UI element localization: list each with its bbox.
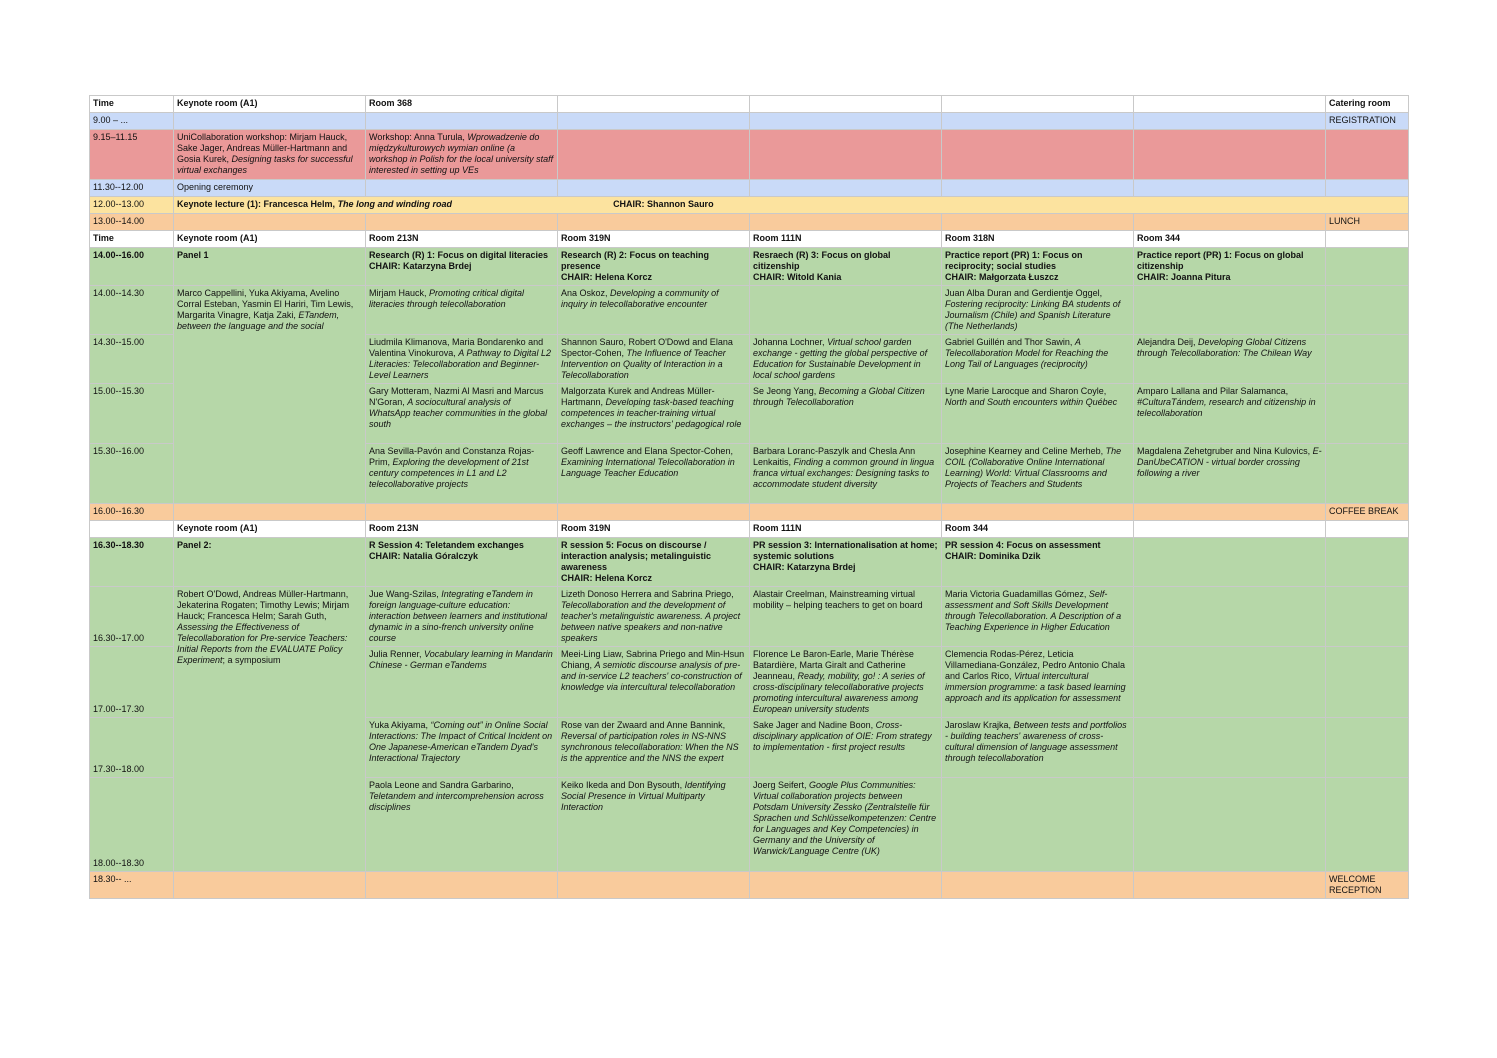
time-cell: 14.30--15.00 [90,335,174,384]
header-row-3 [90,521,1409,538]
talk-cell: Gabriel Guillén and Thor Sawin, A Telecollaboration Model for Reaching the Long Tail of Languages (reciprocity) [942,335,1134,384]
talk-cell: Barbara Loranc-Paszylk and Chesla Ann Lenkaitis, Finding a common ground in lingua franca virtual exchanges: Designing tasks to accommodate student diversity [750,444,942,504]
header-cell: Room 318N [942,231,1134,248]
panel-title: Panel 1 [174,248,366,286]
session2-heading-row [90,538,1409,587]
header-cell [558,96,750,113]
session2-row [90,587,1409,647]
coffee-row [90,504,1409,521]
header-cell [1134,96,1326,113]
talk-cell: Jue Wang-Szilas, Integrating eTandem in foreign language-culture education: interaction between learners and institutional dynamic in a sino-french university online course [366,587,558,647]
workshop-cell: UniCollaboration workshop: Mirjam Hauck, Sake Jager, Andreas Müller-Hartmann and Gosia Kurek, Designing tasks for successful virtual exchanges [174,130,366,180]
header-cell: Room 213N [366,521,558,538]
keynote-cell: Keynote lecture (1): Francesca Helm, The long and winding road CHAIR: Shannon Sauro [174,197,1409,214]
welcome-row [90,872,1409,899]
talk-cell: Rose van der Zwaard and Anne Bannink, Reversal of participation roles in NS-NNS synchronous telecollaboration: When the NS is the apprentice and the NNS the expert [558,718,750,778]
session-title: PR session 3: Internationalisation at home; systemic solutions CHAIR: Katarzyna Brdej [750,538,942,587]
time-cell: 15.00--15.30 [90,384,174,444]
header-cell [750,96,942,113]
header-cell: Keynote room (A1) [174,96,366,113]
header-cell: Room 319N [558,521,750,538]
time-cell: 11.30--12.00 [90,180,174,197]
talk-cell: Paola Leone and Sandra Garbarino, Teletandem and intercomprehension across disciplines [366,778,558,872]
header-cell [942,96,1134,113]
header-cell: Catering room [1326,96,1409,113]
talk-cell: Josephine Kearney and Celine Merheb, The COIL (Collaborative Online International Learning) World: Virtual Classrooms and Projects of Teachers and Students [942,444,1134,504]
time-cell: 14.00--16.00 [90,248,174,286]
talk-cell: Maria Victoria Guadamillas Gómez, Self-assessment and Soft Skills Development through Telecollaboration. A Description of a Teaching Experience in Higher Education [942,587,1134,647]
time-cell: 18.00--18.30 [90,778,174,872]
talk-cell: Florence Le Baron-Earle, Marie Thérèse Batardière, Marta Giralt and Catherine Jeanneau, Ready, mobility, go! : A series of cross-disciplinary telecollaborative projects promoting intercultural awareness among European university students [750,647,942,718]
welcome-label: WELCOME RECEPTION [1326,872,1409,899]
time-cell: 16.00--16.30 [90,504,174,521]
header-cell: Keynote room (A1) [174,231,366,248]
talk-cell [942,778,1134,872]
schedule-table [89,95,1409,899]
header-cell [1326,521,1409,538]
header-cell [1134,521,1326,538]
talk-cell: Malgorzata Kurek and Andreas Müller-Hartmann, Developing task-based teaching competences in teacher-training virtual exchanges – the instructors' pedagogical role [558,384,750,444]
header-cell: Room 319N [558,231,750,248]
workshop-cell: Workshop: Anna Turula, Wprowadzenie do międzykulturowych wymian online (a workshop in Polish for the local university staff interested in setting up VEs [366,130,558,180]
talk-cell: Geoff Lawrence and Elana Spector-Cohen, Examining International Telecollaboration in Language Teacher Education [558,444,750,504]
talk-cell: Sake Jager and Nadine Boon, Cross-disciplinary application of OIE: From strategy to implementation - first project results [750,718,942,778]
header-cell: Room 111N [750,231,942,248]
header-cell: Room 111N [750,521,942,538]
header-row-1 [90,96,1409,113]
time-cell: 16.30--18.30 [90,538,174,587]
header-cell: Room 344 [1134,231,1326,248]
registration-row [90,113,1409,130]
panel2-cell: Robert O'Dowd, Andreas Müller-Hartmann, Jekaterina Rogaten; Timothy Lewis; Mirjam Hauck; Francesca Helm; Sarah Guth, Assessing the Effectiveness of Telecollaboration for Pre-service Teachers: Initial Reports from the EVALUATE Policy Experiment; a symposium [174,587,366,872]
talk-cell: Alastair Creelman, Mainstreaming virtual mobility – helping teachers to get on board [750,587,942,647]
talk-cell: Amparo Lallana and Pilar Salamanca, #CulturaTándem, research and citizenship in telecollaboration [1134,384,1326,444]
header-cell [1326,231,1409,248]
talk-cell: Gary Motteram, Nazmi Al Masri and Marcus N'Goran, A sociocultural analysis of WhatsApp teacher communities in the global south [366,384,558,444]
time-cell: 15.30--16.00 [90,444,174,504]
talk-cell: Shannon Sauro, Robert O'Dowd and Elana Spector-Cohen, The Influence of Teacher Intervention on Quality of Interaction in a Telecollaboration [558,335,750,384]
time-cell: 17.00--17.30 [90,647,174,718]
lunch-row [90,214,1409,231]
talk-cell: Liudmila Klimanova, Maria Bondarenko and Valentina Vinokurova, A Pathway to Digital L2 Literacies: Telecollaboration and Beginner-Level Learners [366,335,558,384]
time-cell: 16.30--17.00 [90,587,174,647]
header-cell: Room 344 [942,521,1134,538]
session-title: Practice report (PR) 1: Focus on global citizenship CHAIR: Joanna Pitura [1134,248,1326,286]
header-cell: Keynote room (A1) [174,521,366,538]
time-cell: 9.15–11.15 [90,130,174,180]
talk-cell: Ana Oskoz, Developing a community of inquiry in telecollaborative encounter [558,286,750,335]
talk-cell: Clemencia Rodas-Pérez, Leticia Villamediana-González, Pedro Antonio Chala and Carlos Rico, Virtual intercultural immersion programme: a task based learning approach and its application for assessment [942,647,1134,718]
talk-cell: Johanna Lochner, Virtual school garden exchange - getting the global perspective of Education for Sustainable Development in local school gardens [750,335,942,384]
talk-cell: Se Jeong Yang, Becoming a Global Citizen through Telecollaboration [750,384,942,444]
talk-cell: Joerg Seifert, Google Plus Communities: Virtual collaboration projects between Potsdam University Zessko (Zentralstelle für Sprachen und Schlüsselkompetenzen: Centre for Languages and Key Competencies) in Germany and the University of Warwick/Language Centre (UK) [750,778,942,872]
talk-cell: Keiko Ikeda and Don Bysouth, Identifying Social Presence in Virtual Multiparty Interaction [558,778,750,872]
header-cell [90,521,174,538]
time-cell: 9.00 – ... [90,113,174,130]
talk-cell: Magdalena Zehetgruber and Nina Kulovics, E-DanUbeCATION - virtual border crossing following a river [1134,444,1326,504]
talk-cell [1134,286,1326,335]
session1-heading-row [90,248,1409,286]
talk-cell: Yuka Akiyama, “Coming out” in Online Social Interactions: The Impact of Critical Incident on One Japanese-American eTandem Dyad's Interactional Trajectory [366,718,558,778]
session1-row [90,286,1409,335]
session-title: Research (R) 2: Focus on teaching presence CHAIR: Helena Korcz [558,248,750,286]
header-cell: Time [90,96,174,113]
panel1-cell: Marco Cappellini, Yuka Akiyama, Avelino Corral Esteban, Yasmin El Hariri, Tim Lewis, Margarita Vinagre, Katja Zaki, ETandem, between the language and the social [174,286,366,504]
talk-cell: Lyne Marie Larocque and Sharon Coyle, North and South encounters within Québec [942,384,1134,444]
time-cell: 17.30--18.00 [90,718,174,778]
talk-cell [750,286,942,335]
header-cell: Room 368 [366,96,558,113]
time-cell: 12.00--13.00 [90,197,174,214]
talk-cell: Alejandra Deij, Developing Global Citizens through Telecollaboration: The Chilean Way [1134,335,1326,384]
keynote-row [90,197,1409,214]
talk-cell: Mirjam Hauck, Promoting critical digital literacies through telecollaboration [366,286,558,335]
talk-cell: Jaroslaw Krajka, Between tests and portfolios - building teachers' awareness of cross-cultural dimension of language assessment through telecollaboration [942,718,1134,778]
talk-cell: Juan Alba Duran and Gerdientje Oggel, Fostering reciprocity: Linking BA students of Journalism (Chile) and Spanish Literature (The Netherlands) [942,286,1134,335]
talk-cell: Lizeth Donoso Herrera and Sabrina Priego, Telecollaboration and the development of teacher's metalinguistic awareness. A project between native speakers and non-native speakers [558,587,750,647]
session-title: Practice report (PR) 1: Focus on reciprocity; social studies CHAIR: Małgorzata Łuszcz [942,248,1134,286]
registration-label: REGISTRATION [1326,113,1409,130]
session-title: PR session 4: Focus on assessment CHAIR: Dominika Dzik [942,538,1134,587]
session-title: R session 5: Focus on discourse / interaction analysis; metalinguistic awareness CHAIR: Helena Korcz [558,538,750,587]
header-cell: Time [90,231,174,248]
panel-title: Panel 2: [174,538,366,587]
workshop-row [90,130,1409,180]
header-row-2 [90,231,1409,248]
keynote-chair: CHAIR: Shannon Sauro [613,199,714,209]
talk-cell: Meei-Ling Liaw, Sabrina Priego and Min-Hsun Chiang, A semiotic discourse analysis of pre- and in-service L2 teachers' co-construction of knowledge via intercultural telecollaboration [558,647,750,718]
lunch-label: LUNCH [1326,214,1409,231]
session-title: Research (R) 1: Focus on digital literacies CHAIR: Katarzyna Brdej [366,248,558,286]
time-cell: 14.00--14.30 [90,286,174,335]
talk-cell: Ana Sevilla-Pavón and Constanza Rojas-Prim, Exploring the development of 21st century competences in L1 and L2 telecollaborative projects [366,444,558,504]
session-title: Resraech (R) 3: Focus on global citizenship CHAIR: Witold Kania [750,248,942,286]
talk-cell: Julia Renner, Vocabulary learning in Mandarin Chinese - German eTandems [366,647,558,718]
time-cell: 18.30-- ... [90,872,174,899]
time-cell: 13.00--14.00 [90,214,174,231]
header-cell: Room 213N [366,231,558,248]
coffee-label: COFFEE BREAK [1326,504,1409,521]
session-title: R Session 4: Teletandem exchanges CHAIR: Natalia Góralczyk [366,538,558,587]
opening-label: Opening ceremony [174,180,366,197]
opening-row [90,180,1409,197]
